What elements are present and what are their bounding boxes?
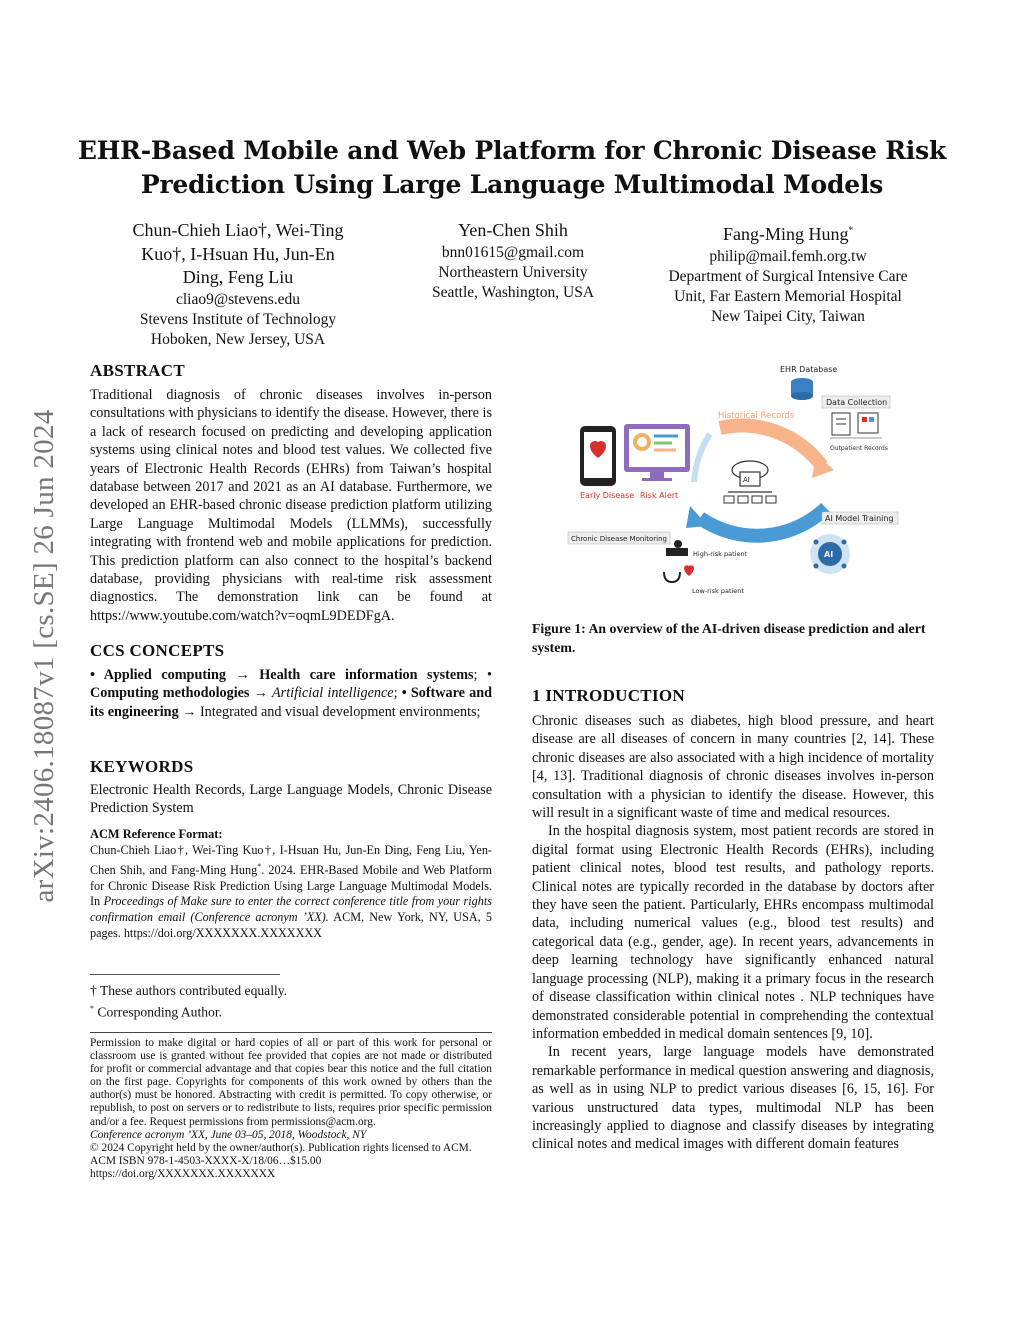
data-collection-label: Data Collection: [826, 398, 888, 407]
ccs-heading: CCS CONCEPTS: [90, 641, 225, 660]
author-name: Yen-Chen Shih: [458, 220, 568, 240]
arxiv-identifier: arXiv:2406.18087v1 [cs.SE] 26 Jun 2024: [28, 409, 60, 903]
author-block-3: [640, 219, 936, 327]
mobile-phone-icon: [580, 426, 616, 486]
author-name-line: Kuo†, I-Hsuan Hu, Jun-En: [141, 243, 335, 264]
footnote-corresponding: * Corresponding Author.: [90, 1004, 223, 1020]
doi-line: https://doi.org/XXXXXXX.XXXXXXX: [90, 1167, 276, 1180]
copyright-line: © 2024 Copyright held by the owner/author(s). Publication rights licensed to ACM.: [90, 1141, 472, 1154]
author-email: philip@mail.femh.org.tw: [709, 247, 867, 265]
author-location: New Taipei City, Taiwan: [711, 307, 865, 325]
risk-alert-label: Risk Alert: [640, 491, 679, 500]
conference-line: Conference acronym ’XX, June 03–05, 2018, Woodstock, NY: [90, 1128, 367, 1141]
isbn-line: ACM ISBN 978-1-4503-XXXX-X/18/06…$15.00: [90, 1154, 322, 1167]
corresponding-mark: *: [848, 225, 853, 235]
outpatient-records-label: Outpatient Records: [830, 445, 888, 452]
author-email: cliao9@stevens.edu: [175, 290, 301, 308]
author-location: Hoboken, New Jersey, USA: [150, 330, 326, 348]
keywords-heading: KEYWORDS: [90, 757, 194, 776]
permission-rule: [90, 1032, 492, 1033]
historical-records-label: Historical Records: [718, 411, 795, 421]
introduction-heading: 1 INTRODUCTION: [532, 686, 685, 705]
low-risk-label: Low-risk patient: [692, 587, 744, 595]
author-name-line: Chun-Chieh Liao†, Wei-Ting: [132, 220, 344, 240]
chronic-disease-monitoring-label: Chronic Disease Monitoring: [571, 535, 667, 543]
acm-ref-text: Chun-Chieh Liao†, Wei-Ting Kuo†, I-Hsuan Hu, Jun-En Ding, Feng Liu, Yen-Chen Shih, and Fang-Ming Hung*. 2024. EHR-Based Mobile and Web Platform for Chronic Disease Risk Prediction Using Large Language Multimodal Models. In Proceedings of Make sure to enter the correct conference title from your rights confirmation email (Conference acronym ’XX). ACM, New York, NY, USA, 5 pages. https://doi.org/XXXXXXX.XXXXXXX: [90, 843, 493, 941]
ai-model-training-label: AI Model Training: [825, 514, 894, 523]
figure-1-caption: Figure 1: An overview of the AI-driven disease prediction and alert system.: [532, 621, 926, 655]
footnote-rule: [90, 974, 280, 975]
intro-paragraph-2: In the hospital diagnosis system, most patient records are stored in digital format using Electronic Health Records (EHRs), including patient clinical notes, blood test results, and pathology reports. Clinical notes are typically recorded in the database by doctors after they have seen the patient. Particularly, EHRs encompass multimodal data, including numerical values (e.g., blood test results) and categorical data (e.g., gender, age). In recent years, advancements in deep learning technology have significantly enhanced natural language processing (NLP), making it a primary focus in the research of disease classification within clinical notes . NLP techniques have demonstrated considerable potential in comprehending the contextual information embedded in medical domain sentences [9, 10].: [532, 823, 934, 1042]
author-block-1: [108, 219, 368, 350]
outpatient-records-icon: [830, 413, 882, 438]
title-line-1: EHR-Based Mobile and Web Platform for Chronic Disease Risk: [77, 136, 947, 165]
paper-title: [60, 134, 964, 202]
author-affiliation: Northeastern University: [438, 263, 588, 281]
intro-paragraph-1: Chronic diseases such as diabetes, high blood pressure, and heart disease are all diseases of concern in many countries [2, 14]. These chronic diseases are also associated with a high incidence of mortality [4, 13]. Traditional diagnosis of chronic diseases involves in-person consultation with a physician to identify the disease. However, this will result in a significant waste of time and medical resources.: [532, 713, 934, 822]
database-icon: [791, 378, 813, 400]
permission-block: [90, 1037, 492, 1181]
ehr-database-label: EHR Database: [780, 365, 838, 374]
cycle-arrow-light: [694, 434, 710, 482]
cycle-arrow-orange: [720, 426, 822, 466]
ai-label: AI: [824, 550, 834, 559]
acm-ref-heading: ACM Reference Format:: [90, 827, 223, 841]
introduction-body: [532, 712, 934, 1154]
intro-paragraph-3: In recent years, large language models have demonstrated remarkable performance in medical question answering and diagnosis, as well as in using NLP to predict various diseases [6, 15, 16]. For various unstructured data types, multimodal NLP has been increasingly applied to diagnose and classify diseases by integrating clinical notes and medical images with different domain features: [532, 1044, 934, 1153]
ai-processing-icon: [724, 461, 776, 503]
author-name: Fang-Ming Hung*: [723, 224, 853, 244]
author-name-line: Ding, Feng Liu: [182, 267, 294, 287]
author-email: bnn01615@gmail.com: [441, 243, 585, 261]
author-affiliation: Department of Surgical Intensive Care: [668, 267, 908, 285]
low-risk-patient-icon: [664, 565, 694, 582]
keywords-text: Electronic Health Records, Large Language Models, Chronic Disease Prediction System: [90, 782, 492, 817]
title-line-2: Prediction Using Large Language Multimodal Models: [140, 170, 884, 199]
author-location: Seattle, Washington, USA: [431, 283, 595, 301]
figure-1-overview-diagram: [560, 358, 932, 608]
author-block-2: [402, 219, 624, 303]
early-disease-label: Early Disease: [580, 491, 635, 500]
ccs-concepts: • Applied computing → Health care information systems; • Computing methodologies → Artificial intelligence; • Software and its engineering → Integrated and visual development environments;: [90, 667, 492, 720]
monitor-dashboard-icon: [624, 424, 690, 481]
abstract-text: Traditional diagnosis of chronic diseases involves in-person consultations with physicians to identify the disease. However, there is a lack of research focused on predicting and developing application systems using clinical notes and blood test values. We collected five years of Electronic Health Records (EHRs) from Taiwan’s hospital database between 2017 and 2021 as an AI database. Furthermore, we developed an EHR-based chronic disease prediction platform utilizing Large Language Multimodal Models (LLMMs), successfully integrating with frontend web and mobile applications for prediction. This prediction platform can also connect to the hospital’s backend database, providing physicians with real-time risk assessment diagnostics. The demonstration link can be found at https://www.youtube.com/watch?v=oqmL9DEDFgA.: [90, 387, 492, 624]
high-risk-label: High-risk patient: [693, 550, 748, 558]
author-affiliation: Unit, Far Eastern Memorial Hospital: [674, 287, 902, 305]
author-affiliation: Stevens Institute of Technology: [139, 310, 337, 328]
ai-core-label: AI: [743, 476, 750, 484]
footnotes: [90, 982, 287, 1022]
footnote-equal-contribution: † These authors contributed equally.: [90, 983, 288, 998]
cycle-arrow-blue: [700, 508, 826, 536]
permission-text: Permission to make digital or hard copies of all or part of this work for personal or classroom use is granted without fee provided that copies are not made or distributed for profit or commercial advantage and that copies bear this notice and the full citation on the first page. Copyrights for components of this work owned by others than the author(s) must be honored. Abstracting with credit is permitted. To copy otherwise, or republish, to post on servers or to redistribute to lists, requires prior specific permission and/or a fee. Request permissions from permissions@acm.org.: [90, 1037, 492, 1128]
abstract-heading: ABSTRACT: [90, 361, 185, 380]
